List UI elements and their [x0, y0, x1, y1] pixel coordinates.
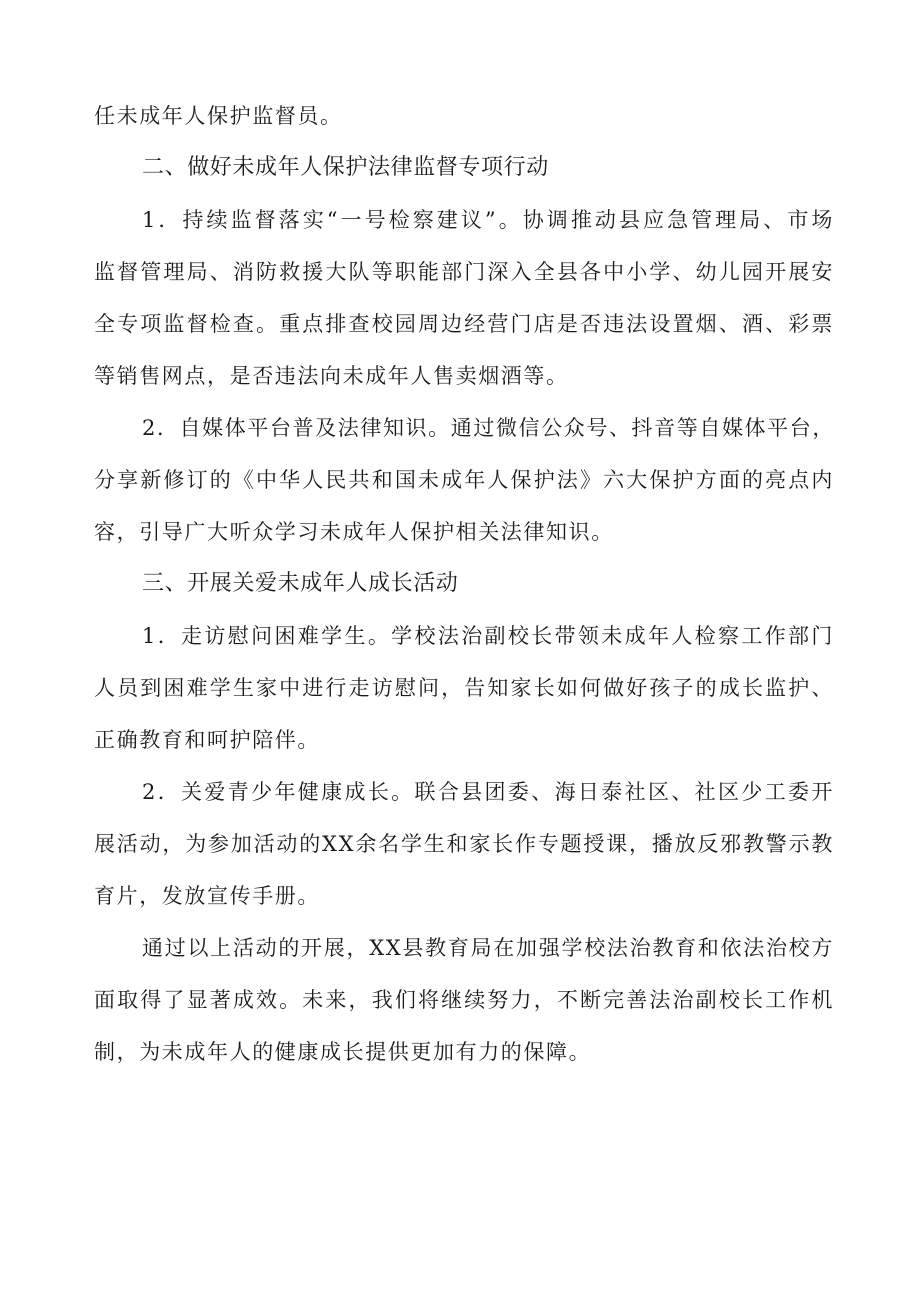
paragraph-line: 面取得了显著成效。未来，我们将继续努力，不断完善法治副校长工作机 — [94, 988, 834, 1012]
paragraph-line: 人员到困难学生家中进行走访慰问，告知家长如何做好孩子的成长监护、 — [94, 676, 834, 700]
paragraph-line: 监督管理局、消防救援大队等职能部门深入全县各中小学、幼儿园开展安 — [94, 260, 834, 284]
paragraph-line: 展活动，为参加活动的XX余名学生和家长作专题授课，播放反邪教警示教 — [94, 832, 834, 856]
document-body — [94, 94, 834, 1082]
section-heading: 二、做好未成年人保护法律监督专项行动 — [142, 155, 549, 180]
paragraph-line: 制，为未成年人的健康成长提供更加有力的保障。 — [94, 1040, 592, 1064]
paragraph-line: 育片，发放宣传手册。 — [94, 884, 320, 908]
paragraph-line: 2．关爱青少年健康成长。联合县团委、海日泰社区、社区少工委开 — [142, 780, 834, 804]
paragraph-line: 等销售网点，是否违法向未成年人售卖烟酒等。 — [94, 364, 569, 388]
paragraph-line: 2．自媒体平台普及法律知识。通过微信公众号、抖音等自媒体平台， — [142, 416, 835, 440]
paragraph-line: 全专项监督检查。重点排查校园周边经营门店是否违法设置烟、酒、彩票 — [94, 312, 834, 336]
paragraph-line: 通过以上活动的开展，XX县教育局在加强学校法治教育和依法治校方 — [142, 936, 834, 960]
section-heading: 三、开展关爱未成年人成长活动 — [142, 571, 459, 596]
paragraph-line: 1．走访慰问困难学生。学校法治副校长带领未成年人检察工作部门 — [142, 624, 834, 648]
paragraph-line: 容，引导广大听众学习未成年人保护相关法律知识。 — [94, 520, 614, 544]
paragraph-line: 任未成年人保护监督员。 — [94, 104, 343, 128]
paragraph-line: 正确教育和呵护陪伴。 — [94, 728, 320, 752]
paragraph-line: 1．持续监督落实“一号检察建议”。协调推动县应急管理局、市场 — [142, 208, 834, 232]
paragraph-line: 分享新修订的《中华人民共和国未成年人保护法》六大保护方面的亮点内 — [94, 468, 834, 492]
